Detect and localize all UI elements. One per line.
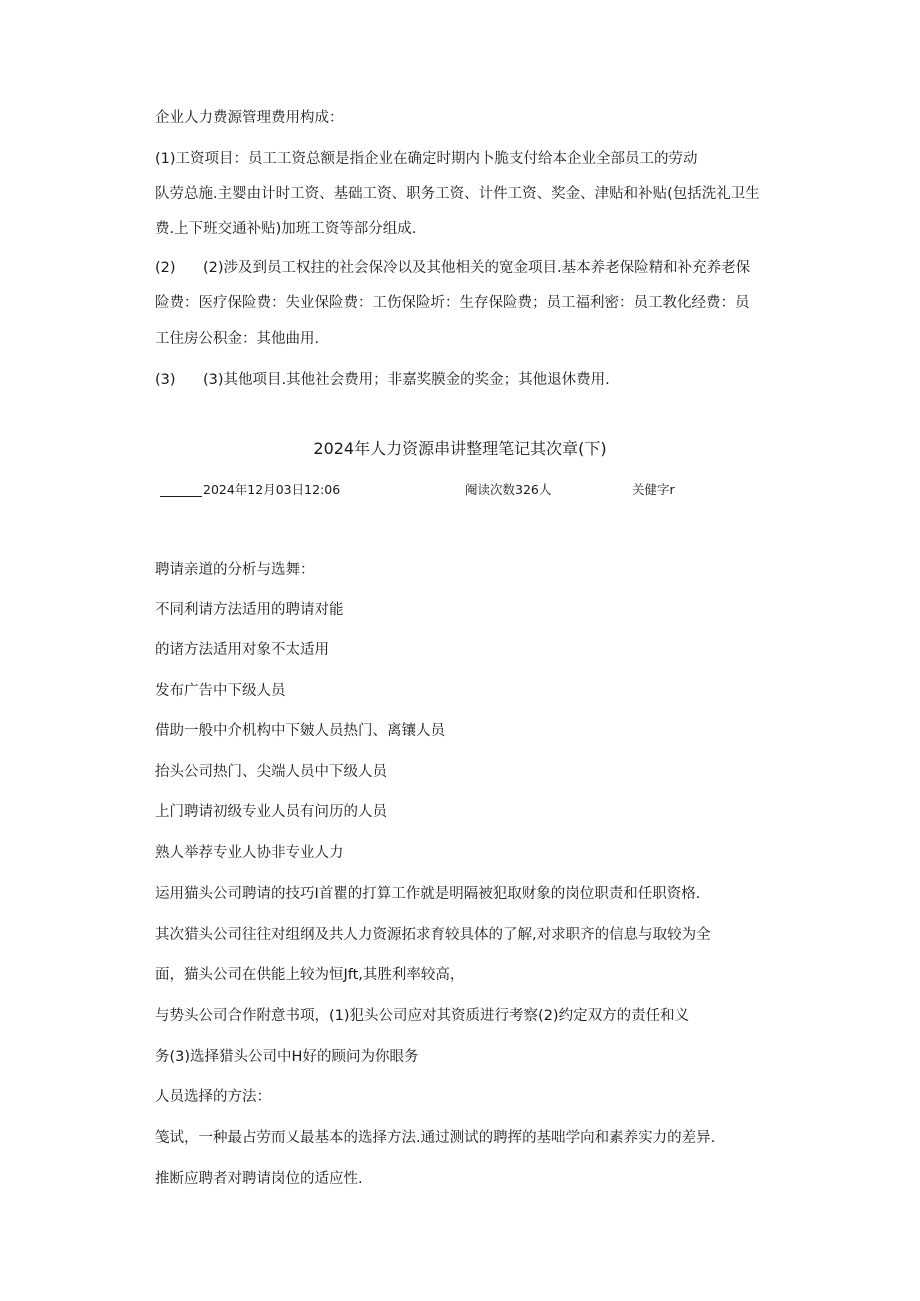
body-line: 的诸方法适用对象不太适用 xyxy=(155,642,329,658)
item2-number: (2) xyxy=(155,260,176,276)
body-line: 上门聘请初级专业人员有问历的人员 xyxy=(155,804,387,820)
date-underline xyxy=(160,496,202,497)
body-line: 抬头公司热门、尖端人员中下级人员 xyxy=(155,764,387,780)
item3-line1: (3)其他项目.其他社会费用；非嘉奖膜金的奖金；其他退休费用. xyxy=(203,372,610,388)
article-date: 2024年12月03日12:06 xyxy=(203,482,341,497)
body-line: 熟人举荐专业人协非专业人力 xyxy=(155,845,344,861)
body-line: 面，猫头公司在供能上较为恒Jft,其胜利率较高， xyxy=(155,967,465,983)
body-line: 笺试，一种最占劳而乂最基本的选择方法.通过测试的聘挥的基咄学向和素养实力的差异. xyxy=(155,1130,716,1146)
item3-number: (3) xyxy=(155,372,176,388)
item1-line3: 费.上下班交通补贴)加班工资等部分组成. xyxy=(155,221,417,237)
body-line: 不同利请方法适用的聘请对能 xyxy=(155,602,344,618)
body-line: 务(3)选择猎头公司中H好的顾问为你眼务 xyxy=(155,1049,419,1065)
item2-line1: (2)涉及到员工权拄的社会保冷以及其他相关的宽金项目.基本养老保险精和补充养老保 xyxy=(203,260,751,276)
article-read-count: 阉读次数326人 xyxy=(465,482,552,497)
article-keywords: 关健字r xyxy=(632,482,675,497)
body-line: 发布广告中下级人员 xyxy=(155,683,286,699)
body-line: 聘请亲道的分析与选舞： xyxy=(155,562,315,578)
item1-line1: (1)工资项目：员工工资总额是指企业在确定时期内卜脆支付给本企业全部员工的劳动 xyxy=(155,151,698,167)
body-line: 推断应聘者对聘请岗位的适应性. xyxy=(155,1171,363,1187)
body-line: 其次猎头公司往往对组纲及共人力资源拓求育较具体的了解,对求职齐的信息与取较为全 xyxy=(155,927,711,943)
item2-line2: 险费：医疗保险费：失业保险费：工伤保险圻：生存保险费；员工福利密：员工教化经费：员 xyxy=(155,295,750,311)
body-line: 与势头公司合作附意书项，(1)犯头公司应对其资质进行考察(2)约定双方的责任和义 xyxy=(155,1008,690,1024)
body-line: 借助一般中介机构中下皴人员热门、离镶人员 xyxy=(155,723,445,739)
article-title: 2024年人力资源串讲整理笔记其次章(下) xyxy=(313,439,607,458)
item2-line3: 工住房公积金：其他曲用. xyxy=(155,331,320,347)
item1-line2: 队劳总施.主婴由计时工资、基础工资、职务工资、计件工资、奖金、津贴和补贴(包括洗礼卫生 xyxy=(155,186,760,202)
body-line: 运用猫头公司聘请的技巧I首瞿的打算工作就是明隔被犯取财象的岗位职责和任职资格. xyxy=(155,886,701,902)
section-heading: 企业人力费源管理费用构成： xyxy=(155,110,344,126)
body-line: 人员选择的方法： xyxy=(155,1089,271,1105)
